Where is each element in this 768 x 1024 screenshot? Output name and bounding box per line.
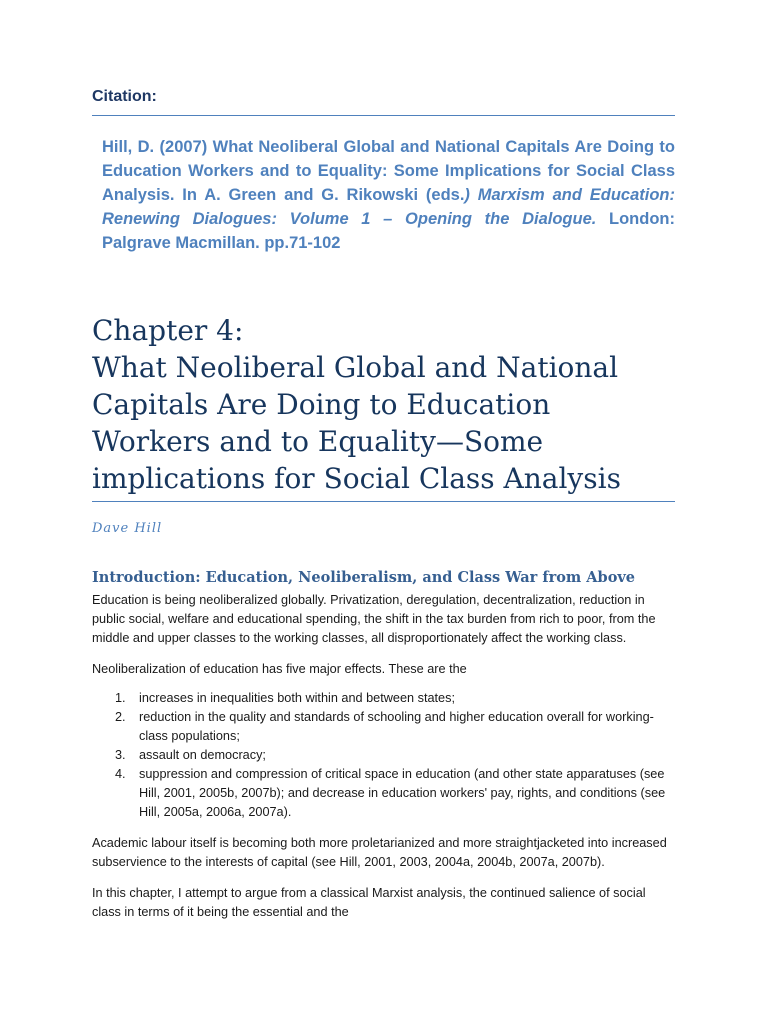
chapter-title-line: Capitals Are Doing to Education (92, 388, 551, 421)
chapter-title-line: What Neoliberal Global and National (92, 351, 619, 384)
effects-list (92, 689, 675, 822)
paragraph: Education is being neoliberalized globally. Privatization, deregulation, decentralization, reduction in public social, welfare and educational spending, the shift in the tax burden from rich to poor, from the middle and upper classes to the working classes, all disproportionately affect the working class. (92, 593, 656, 645)
section-heading: Introduction: Education, Neoliberalism, and Class War from Above (92, 569, 636, 586)
citation-text-part2: London: Palgrave Macmillan. pp.71-102 (102, 210, 675, 252)
chapter-number: Chapter 4: (92, 314, 244, 347)
paragraph: In this chapter, I attempt to argue from a classical Marxist analysis, the continued salience of social class in terms of it being the essential and the (92, 886, 646, 919)
title-divider (92, 501, 675, 502)
citation-book-title: ) Marxism and Education: Renewing Dialogues: Volume 1 – Opening the Dialogue. (102, 186, 675, 228)
list-item (92, 708, 675, 746)
paragraph: Academic labour itself is becoming both more proletarianized and more straightjacketed into increased subservience to the interests of capital (see Hill, 2001, 2003, 2004a, 2004b, 2007a, 2007b). (92, 836, 667, 869)
list-item (92, 746, 675, 765)
list-item-number: 4. (115, 767, 126, 781)
list-item (92, 689, 675, 708)
citation-divider (92, 115, 675, 116)
citation-reference (102, 135, 675, 255)
list-item-text: assault on democracy; (139, 748, 266, 762)
list-item-text: increases in inequalities both within and between states; (139, 691, 455, 705)
chapter-title (92, 312, 675, 497)
citation-text-part1: Hill, D. (2007) What Neoliberal Global and National Capitals Are Doing to Education Workers and to Equality: Some Implications for Social Class Analysis. In A. Green and G. Rikowski (eds. (102, 138, 675, 204)
list-item-text: reduction in the quality and standards of schooling and higher education overall for working-class populations; (139, 710, 654, 743)
author-name: Dave Hill (92, 521, 163, 536)
list-item (92, 765, 675, 822)
list-item-number: 3. (115, 748, 126, 762)
list-item-number: 1. (115, 691, 126, 705)
paragraph: Neoliberalization of education has five major effects. These are the (92, 662, 467, 676)
list-item-text: suppression and compression of critical space in education (and other state apparatuses (see Hill, 2001, 2005b, 2007b); and decrease in education workers' pay, rights, and conditions (see Hill, 2005a, 2006a, 2007a). (139, 767, 666, 819)
list-item-number: 2. (115, 710, 126, 724)
citation-heading: Citation: (92, 88, 157, 105)
chapter-title-line: implications for Social Class Analysis (92, 462, 621, 495)
chapter-title-line: Workers and to Equality—Some (92, 425, 544, 458)
